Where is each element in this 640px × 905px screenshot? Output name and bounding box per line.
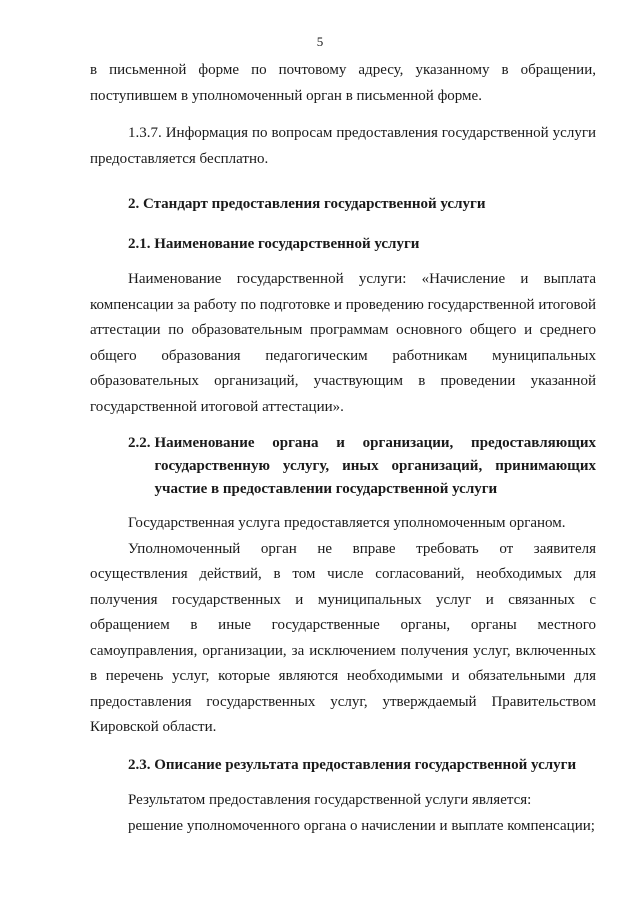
subsection-number: 2.2. [128, 435, 151, 451]
subsection-title: Наименование органа и организации, предоставляющих государственную услугу, иных организаций, принимающих участие в предоставлении государственной услуги [154, 435, 596, 497]
subsection-heading-service-name: 2.1. Наименование государственной услуги [128, 235, 420, 252]
paragraph-postal-address: в письменной форме по почтовому адресу, указанному в обращении, поступившем в уполномоченный орган в письменной форме. [90, 62, 596, 104]
paragraph-result-intro: Результатом предоставления государственной услуги является: [128, 792, 532, 808]
paragraph-result-decision: решение уполномоченного органа о начислении и выплате компенсации; [128, 817, 595, 834]
page-number: 5 [316, 34, 324, 49]
document-body [90, 58, 596, 839]
paragraph-prohibition: Уполномоченный орган не вправе требовать от заявителя осуществления действий, в том числе согласований, необходимых для получения государственных и муниципальных услуг и связанных с обращением в иные государственные органы, органы местного самоуправления, организации, за исключением получения услуг, включенных в перечень услуг, которые являются необходимыми и обязательными для предоставления государственных услуг, утверждаемый Правительством Кировской области. [90, 540, 596, 735]
subsection-heading-result: 2.3. Описание результата предоставления государственной услуги [128, 756, 577, 773]
paragraph-authorized-body: Государственная услуга предоставляется уполномоченным органом. [128, 515, 566, 531]
section-heading-standard: 2. Стандарт предоставления государственной услуги [128, 196, 486, 212]
paragraph-free-info: 1.3.7. Информация по вопросам предоставления государственной услуги предоставляется бесплатно. [90, 125, 596, 167]
subsection-heading-organizations [90, 432, 596, 501]
paragraph-service-name: Наименование государственной услуги: «Начисление и выплата компенсации за работу по подготовке и проведению государственной итоговой аттестации по образовательным программам основного общего и среднего общего образования педагогическим работникам муниципальных образовательных организаций, участвующим в проведении указанной государственной итоговой аттестации». [90, 271, 596, 415]
